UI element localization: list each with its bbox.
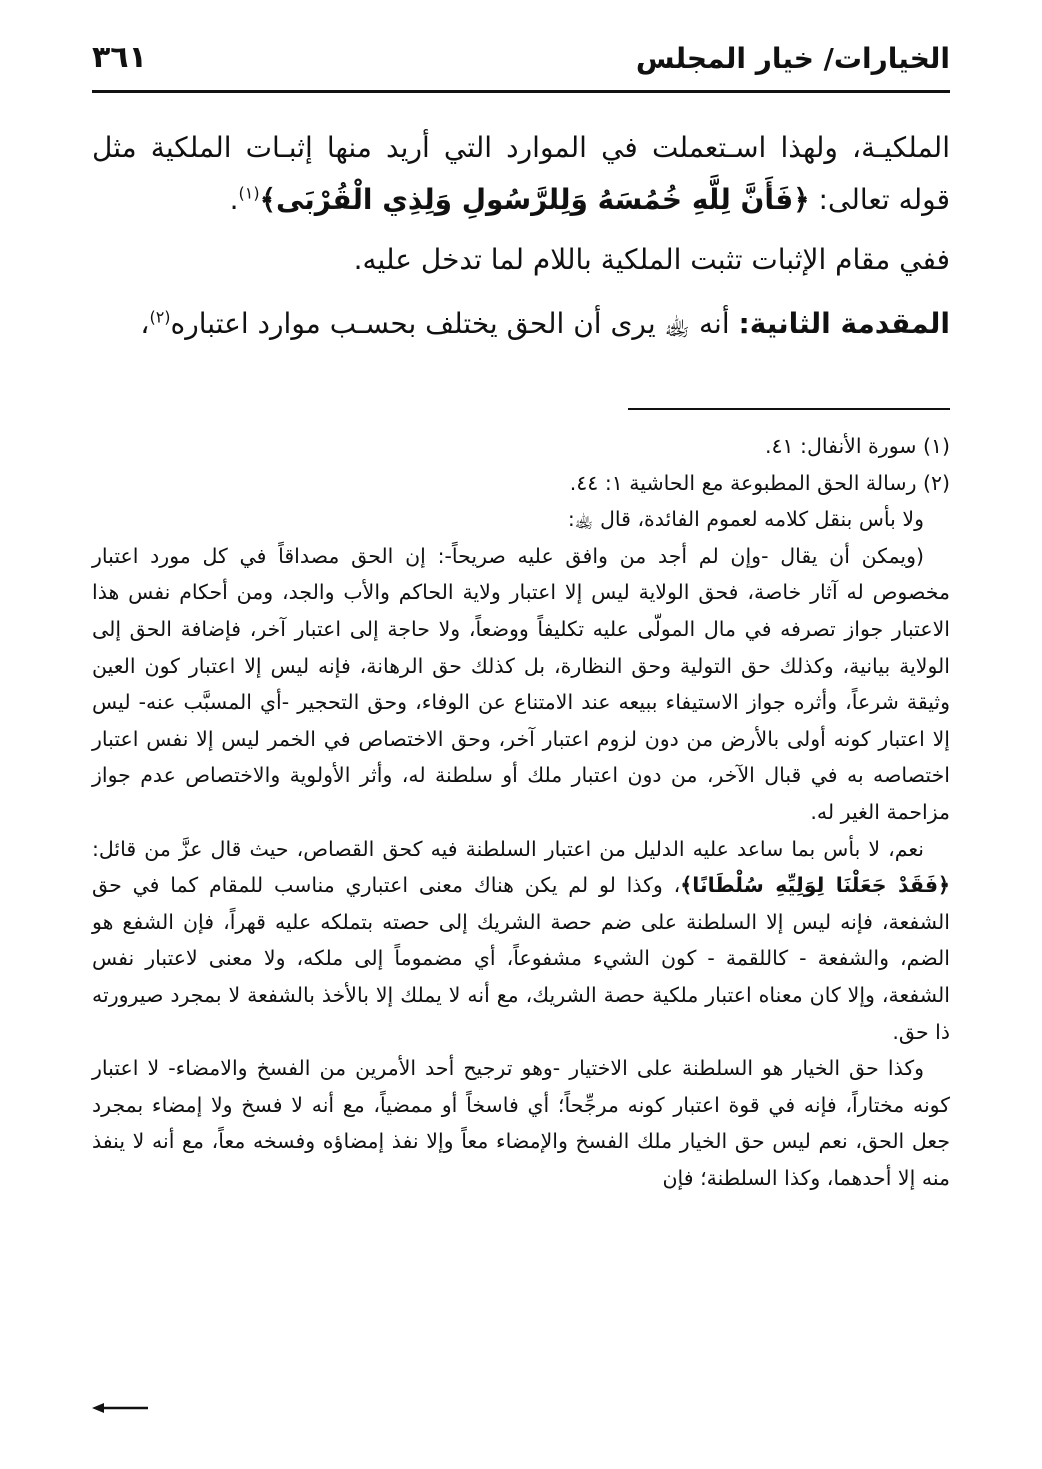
footnote-divider: [628, 408, 950, 410]
page-header: [92, 38, 950, 93]
running-title: الخيارات/ خيار المجلس: [635, 42, 950, 75]
paragraph-1-text: الملكيـة، ولهذا اسـتعملت في الموارد التي أريد منها إثبـات الملكية مثل قوله: [92, 131, 950, 216]
footnote-2-quote-2: [92, 831, 950, 1051]
arrow-left-icon: [92, 1401, 148, 1415]
footnote-2-intro: ولا بأس بنقل كلامه لعموم الفائدة، قال ﵀:: [567, 507, 924, 532]
paragraph-1: [92, 122, 950, 226]
footnote-ref-1: (١): [238, 183, 260, 203]
section-heading: المقدمة الثانية:: [738, 307, 950, 340]
paragraph-1-end: .: [229, 183, 239, 216]
footnote-2-quote-2-before: نعم، لا بأس بما ساعد عليه الدليل من اعتبار السلطنة فيه كحق القصاص، حيث قال عزَّ من قائل:: [92, 836, 924, 861]
paragraph-3-text: أنه ﵀ يرى أن الحق يختلف بحسـب موارد اعتباره: [170, 307, 730, 340]
paragraph-1-lead: تعالى:: [818, 183, 890, 216]
footnote-2-quote-1: (ويمكن أن يقال -وإن لم أجد من وافق عليه صريحاً-: إن الحق مصداقاً في كل مورد اعتبار مخصوص له آثار خاصة، فحق الولاية ليس إلا اعتبار ولاية الحاكم والأب والجد، ومن أحكام نفس هذا الاعتبار جواز تصرفه في مال المولّى عليه تكليفاً ووضعاً، ولا حاجة إلى اعتبار آخر، فإضافة الحق إلى الولاية بيانية، وكذلك حق التولية وحق النظارة، بل كذلك حق الرهانة، فإنه ليس إلا اعتبار كون العين وثيقة شرعاً، وأثره جواز الاستيفاء ببيعه عند الامتناع عن الوفاء، وحق التحجير -أي المسبَّب عنه- ليس إلا اعتبار كونه أولى بالأرض من دون لزوم اعتبار آخر، وحق الاختصاص في الخمر ليس إلا نفس اعتبار اختصاصه به في قبال الآخر، من دون اعتبار ملك أو سلطنة له، وأثر الأولوية والاختصاص عدم جواز مزاحمة الغير له.: [92, 543, 950, 824]
footnote-ref-2: (٢): [149, 307, 171, 327]
footnote-2-quote-3: وكذا حق الخيار هو السلطنة على الاختيار -وهو ترجيح أحد الأمرين من الفسخ والامضاء- لا اعتبار كونه مختاراً، فإنه في قوة اعتبار كونه مرجِّحاً؛ أي فاسخاً أو ممضياً، مع أنه لا فسخ ولا إمضاء بمجرد جعل الحق، نعم ليس حق الخيار ملك الفسخ والإمضاء معاً وإلا نفذ إمضاؤه وفسخه معاً، مع أنه لا ينفذ منه إلا أحدهما، وكذا السلطنة؛ فإن: [92, 1056, 950, 1190]
main-text: [92, 122, 950, 350]
paragraph-3-end: ،: [140, 307, 150, 340]
page-number: ٣٦١: [92, 40, 147, 75]
footnote-1: (١) سورة الأنفال: ٤١.: [764, 434, 950, 458]
footnotes: [92, 428, 950, 1196]
footnote-2: (٢) رسالة الحق المطبوعة مع الحاشية ١: ٤٤.: [569, 470, 950, 495]
footnote-2-quote-2-after: ، وكذا لو لم يكن هناك معنى اعتباري مناسب للمقام كما في حق الشفعة، فإنه ليس إلا السلطنة على ضم حصة الشريك إلى حصته بتملكه عليه قهراً، فإن الشفع هو الضم، والشفعة - كاللقمة - كون الشيء مشفوعاً، أي مضموماً إلى ملكه، ولا معنى لاعتبار نفس الشفعة، وإلا كان معناه اعتبار ملكية حصة الشريك، مع أنه لا يملك إلا بالأخذ بالشفعة لا بمجرد صيرورته ذا حق.: [92, 873, 950, 1044]
paragraph-2: ففي مقام الإثبات تثبت الملكية باللام لما تدخل عليه.: [353, 243, 950, 276]
footnote-quran-verse: ﴿فَقَدْ جَعَلْنَا لِوَلِيِّهِ سُلْطَانًا﴾: [680, 873, 951, 898]
paragraph-3: [92, 298, 950, 350]
quran-verse: ﴿فَأَنَّ لِلَّهِ خُمُسَهُ وَلِلرَّسُولِ وَلِذِي الْقُرْبَى﴾: [259, 183, 810, 216]
